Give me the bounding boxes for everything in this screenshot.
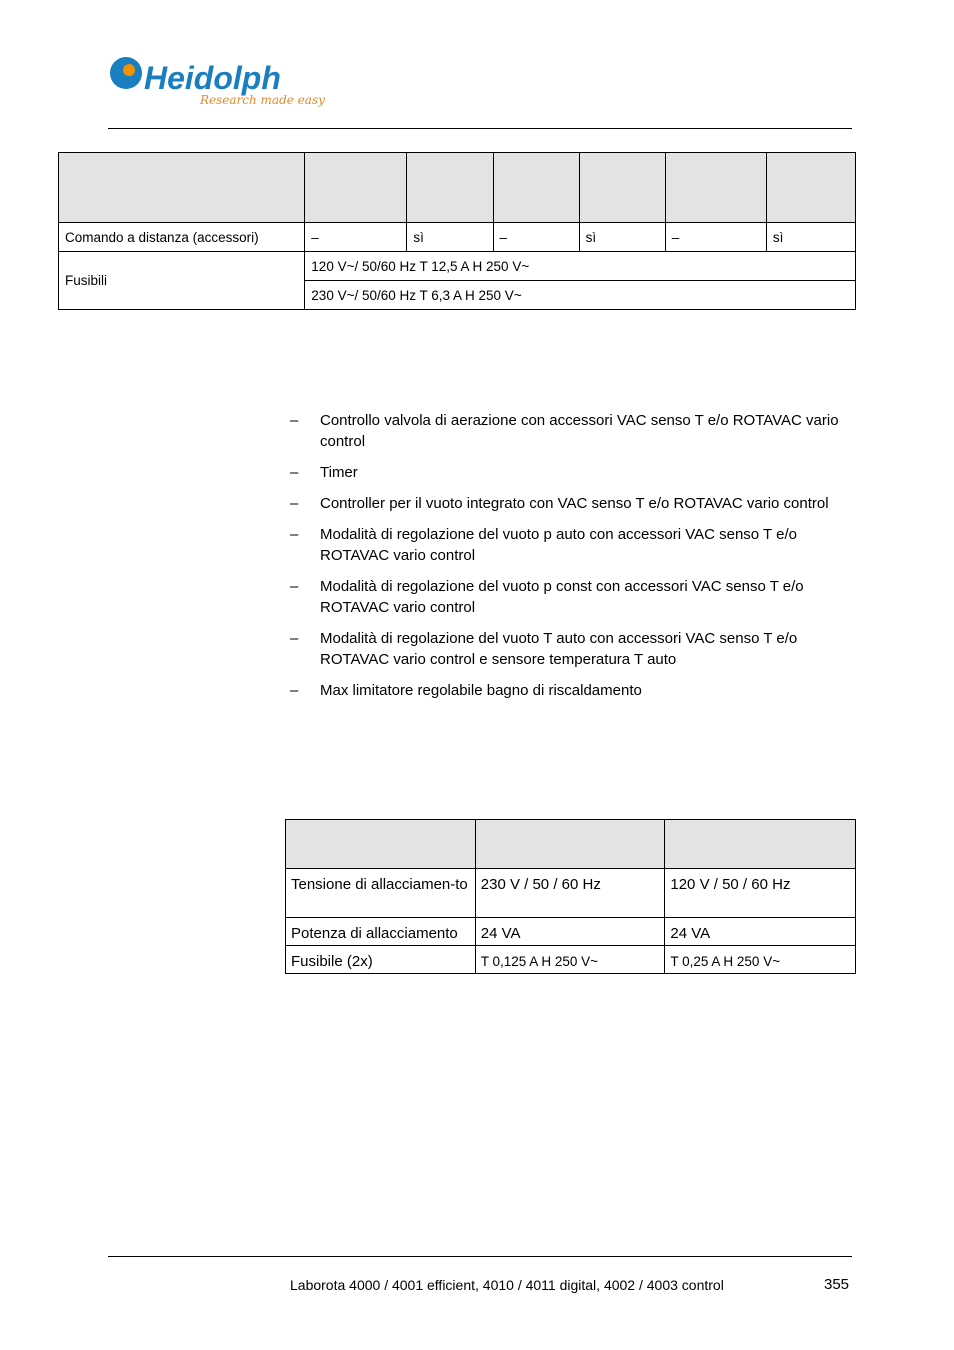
footer-product-text: Laborota 4000 / 4001 efficient, 4010 / 4011 digital, 4002 / 4003 control [290, 1277, 724, 1293]
list-item [290, 524, 850, 566]
footer-rule [108, 1256, 852, 1257]
row-label: Potenza di allacciamento [286, 918, 476, 946]
row-label: Fusibile (2x) [286, 946, 476, 974]
table-row [286, 918, 856, 946]
list-item-text: Controllo valvola di aerazione con accessori VAC senso T e/o ROTAVAC vario control [320, 412, 839, 450]
table-row [286, 946, 856, 974]
list-item-text: Timer [320, 464, 358, 481]
bullet-dash: – [290, 464, 299, 481]
table-cell: sì [579, 223, 665, 252]
table-row [59, 252, 856, 281]
table-row [286, 869, 856, 918]
list-item [290, 628, 850, 670]
list-item-text: Modalità di regolazione del vuoto T auto con accessori VAC senso T e/o ROTAVAC vario control e sensore temperatura T auto [320, 630, 798, 668]
table-cell: – [305, 223, 407, 252]
table-cell: T 0,125 A H 250 V~ [475, 946, 665, 974]
bullet-dash: – [290, 495, 299, 512]
table-cell: 230 V~/ 50/60 Hz T 6,3 A H 250 V~ [305, 281, 856, 310]
table-cell: sì [766, 223, 855, 252]
row-label: Comando a distanza (accessori) [59, 223, 305, 252]
bullet-dash: – [290, 412, 299, 429]
bullet-dash: – [290, 526, 299, 543]
table-cell: 120 V~/ 50/60 Hz T 12,5 A H 250 V~ [305, 252, 856, 281]
list-item [290, 462, 850, 483]
list-item [290, 680, 850, 701]
list-item [290, 576, 850, 618]
bullet-dash: – [290, 682, 299, 699]
page-number: 355 [824, 1276, 850, 1293]
specs-table [58, 152, 856, 310]
list-item-text: Modalità di regolazione del vuoto p auto con accessori VAC senso T e/o ROTAVAC vario control [320, 526, 797, 564]
list-item [290, 410, 850, 452]
table-cell: 230 V / 50 / 60 Hz [475, 869, 665, 918]
row-label: Tensione di allacciamen-to [286, 869, 476, 918]
table-cell: 24 VA [665, 918, 856, 946]
list-item-text: Modalità di regolazione del vuoto p const con accessori VAC senso T e/o ROTAVAC vario control [320, 578, 804, 616]
feature-list [290, 410, 850, 711]
bullet-dash: – [290, 578, 299, 595]
heidolph-logo [108, 52, 328, 114]
power-table [285, 819, 856, 974]
table-cell: T 0,25 A H 250 V~ [665, 946, 856, 974]
row-label: Fusibili [59, 252, 305, 310]
table-cell: sì [407, 223, 493, 252]
list-item-text: Max limitatore regolabile bagno di riscaldamento [320, 682, 642, 699]
table-row [59, 223, 856, 252]
list-item-text: Controller per il vuoto integrato con VAC senso T e/o ROTAVAC vario control [320, 495, 829, 512]
table-cell: – [665, 223, 766, 252]
svg-text:Research made easy: Research made easy [200, 93, 325, 107]
table-cell: – [493, 223, 579, 252]
table-cell: 120 V / 50 / 60 Hz [665, 869, 856, 918]
list-item [290, 493, 850, 514]
table-header-row [286, 820, 856, 869]
table-cell: 24 VA [475, 918, 665, 946]
table-header-row [59, 153, 856, 223]
bullet-dash: – [290, 630, 299, 647]
header-rule [108, 128, 852, 129]
svg-text:Heidolph: Heidolph [144, 60, 281, 96]
